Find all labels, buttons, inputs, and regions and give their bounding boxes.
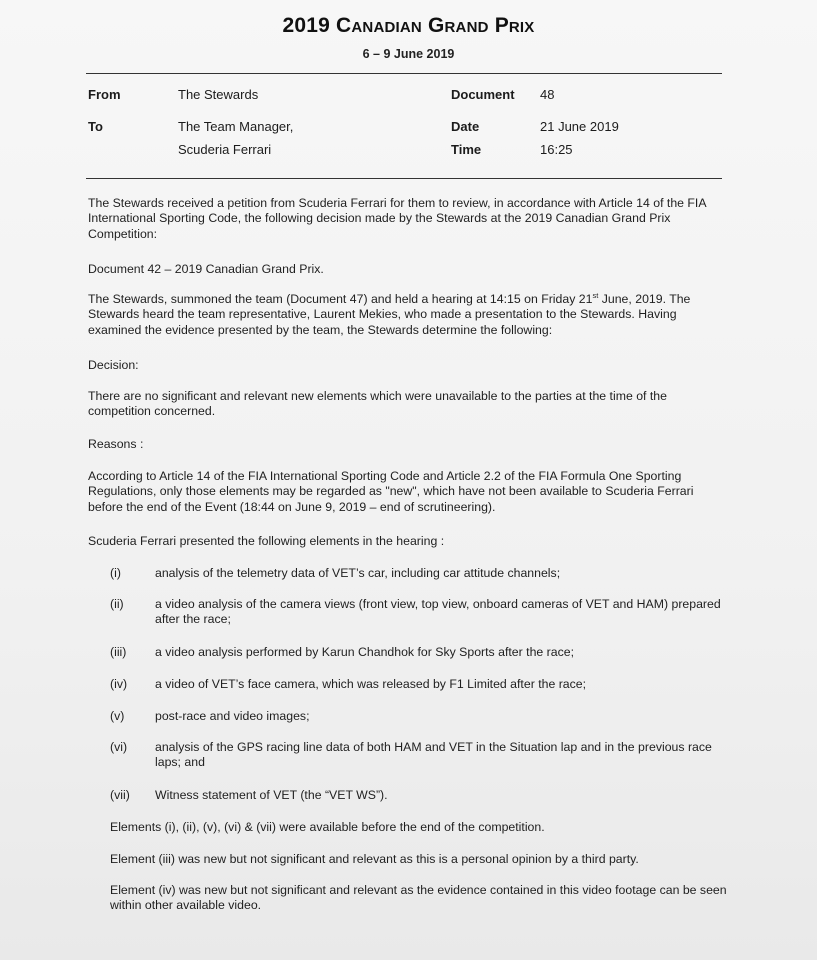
element-iv-statement: Element (iv) was new but not significant and relevant as the evidence contained in this video footage can be seen within other available video. bbox=[110, 883, 727, 913]
decision-text: There are no significant and relevant new elements which were unavailable to the parties at the time of the competition concerned. bbox=[88, 389, 667, 419]
element-text: analysis of the telemetry data of VET’s car, including car attitude channels; bbox=[155, 566, 561, 580]
document-reference: Document 42 – 2019 Canadian Grand Prix. bbox=[88, 262, 324, 276]
from-label: From bbox=[88, 87, 121, 102]
available-elements-statement: Elements (i), (ii), (v), (vi) & (vii) were available before the end of the competition. bbox=[110, 820, 545, 834]
element-number: (vi) bbox=[110, 740, 128, 754]
to-label: To bbox=[88, 119, 103, 134]
document-value: 48 bbox=[540, 87, 555, 102]
reasons-heading: Reasons : bbox=[88, 437, 144, 451]
hearing-ordinal: st bbox=[592, 290, 599, 300]
from-value: The Stewards bbox=[178, 87, 259, 102]
hearing-paragraph bbox=[88, 292, 728, 338]
element-number: (ii) bbox=[110, 597, 124, 611]
elements-intro: Scuderia Ferrari presented the following elements in the hearing : bbox=[88, 534, 445, 548]
event-dates: 6 – 9 June 2019 bbox=[362, 47, 455, 61]
header-top-rule bbox=[86, 73, 722, 74]
time-value: 16:25 bbox=[540, 142, 573, 157]
document-title bbox=[0, 14, 817, 38]
petition-paragraph: The Stewards received a petition from Scuderia Ferrari for them to review, in accordance with Article 14 of the FIA International Sporting Code, the following decision made by the Stewards at the 2019 Canadian Grand Prix Competition: bbox=[88, 196, 706, 241]
header-bottom-rule bbox=[86, 178, 722, 179]
element-text: a video of VET’s face camera, which was released by F1 Limited after the race; bbox=[155, 677, 587, 691]
title-event: Canadian Grand Prix bbox=[336, 14, 535, 37]
time-label: Time bbox=[451, 142, 482, 157]
date-label: Date bbox=[451, 119, 480, 134]
element-number: (vii) bbox=[110, 788, 130, 802]
date-value: 21 June 2019 bbox=[540, 119, 619, 134]
to-value-line2: Scuderia Ferrari bbox=[178, 142, 272, 157]
element-iii-statement: Element (iii) was new but not significant and relevant as this is a personal opinion by a third party. bbox=[110, 852, 639, 866]
element-text: a video analysis performed by Karun Chandhok for Sky Sports after the race; bbox=[155, 645, 574, 659]
hearing-text-a: The Stewards, summoned the team (Document 47) and held a hearing at 14:15 on Friday 21 bbox=[88, 292, 593, 306]
element-text: post-race and video images; bbox=[155, 709, 310, 723]
element-text: analysis of the GPS racing line data of both HAM and VET in the Situation lap and in the previous race laps; and bbox=[155, 740, 712, 770]
element-number: (iv) bbox=[110, 677, 128, 691]
document-label: Document bbox=[451, 87, 515, 102]
element-number: (i) bbox=[110, 566, 121, 580]
hearing-text-b: June, 2019. The Stewards heard the team representative, Laurent Mekies, who made a presentation to the Stewards. Having examined the evidence presented by the team, the Stewards determine the following: bbox=[88, 292, 691, 337]
element-number: (iii) bbox=[110, 645, 127, 659]
reasons-text: According to Article 14 of the FIA International Sporting Code and Article 2.2 of the FIA Formula One Sporting Regulations, only those elements may be regarded as "new", which have not been available to Scuderia Ferrari before the end of the Event (18:44 on June 9, 2019 – end of scrutineering). bbox=[88, 469, 694, 514]
element-number: (v) bbox=[110, 709, 125, 723]
decision-heading: Decision: bbox=[88, 358, 139, 372]
element-text: a video analysis of the camera views (front view, top view, onboard cameras of VET and HAM) prepared after the race; bbox=[155, 597, 721, 627]
to-value-line1: The Team Manager, bbox=[178, 119, 294, 134]
element-text: Witness statement of VET (the “VET WS”). bbox=[155, 788, 388, 802]
title-year: 2019 bbox=[282, 14, 337, 37]
